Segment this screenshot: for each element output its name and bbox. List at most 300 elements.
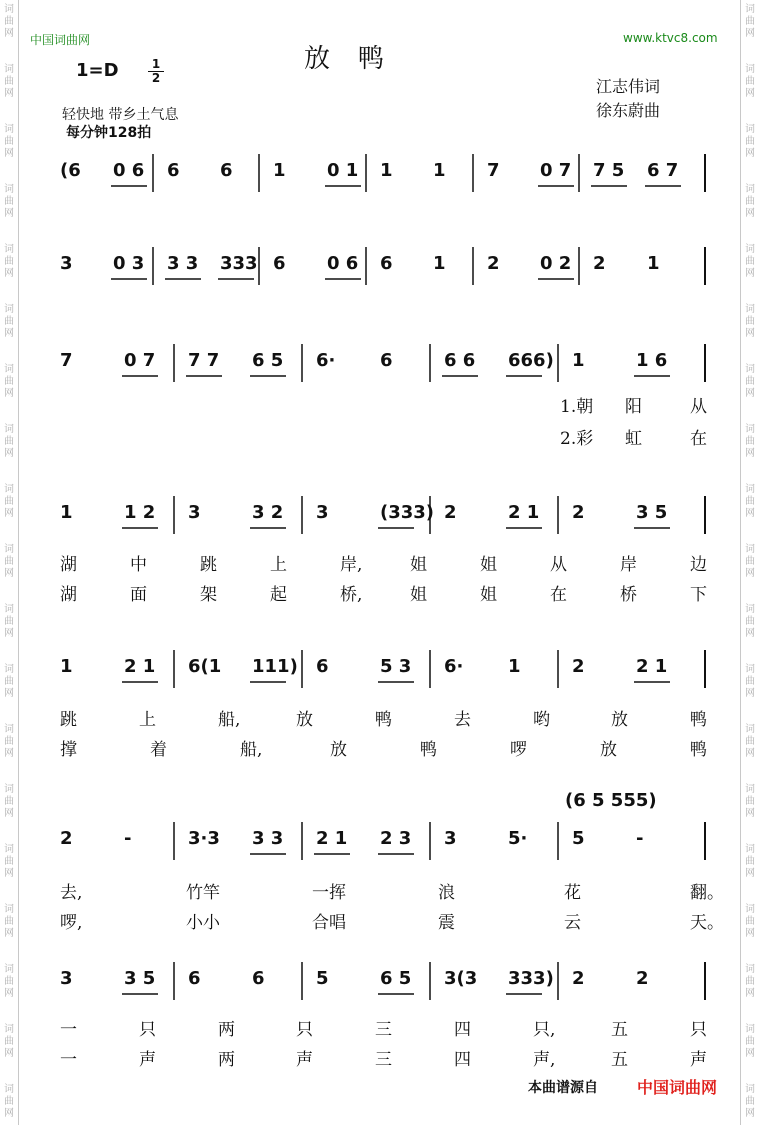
watermark-glyph: 词	[4, 664, 14, 675]
watermark-glyph: 曲	[745, 196, 755, 207]
lyric-syllable: 声	[139, 1050, 156, 1070]
watermark-tile	[0, 480, 18, 540]
watermark-tile	[741, 180, 759, 240]
jianpu-note: 2 1	[124, 656, 156, 677]
watermark-glyph: 词	[745, 664, 755, 675]
watermark-glyph: 词	[4, 184, 14, 195]
lyric-syllable: 去	[454, 710, 471, 730]
jianpu-note: 3 5	[124, 968, 156, 989]
watermark-glyph: 曲	[4, 616, 14, 627]
lyric-syllable: 竹竿	[186, 883, 220, 903]
watermark-tile	[741, 840, 759, 900]
watermark-glyph: 网	[4, 928, 14, 939]
watermark-tile	[741, 960, 759, 1020]
watermark-glyph: 曲	[745, 856, 755, 867]
jianpu-note: 6 5	[380, 968, 412, 989]
jianpu-note: -	[636, 828, 644, 849]
jianpu-note: 1 2	[124, 502, 156, 523]
jianpu-note: 3	[60, 253, 73, 274]
jianpu-note: 0 2	[540, 253, 572, 274]
lyric-syllable: 从	[550, 555, 567, 575]
jianpu-note: 6 6	[444, 350, 476, 371]
watermark-glyph: 曲	[4, 316, 14, 327]
jianpu-note: 5	[316, 968, 329, 989]
watermark-tile	[0, 900, 18, 960]
lyric-syllable: 浪	[438, 883, 455, 903]
tempo-marking: 轻快地 带乡土气息	[62, 107, 179, 123]
watermark-tile	[0, 1080, 18, 1125]
watermark-tile	[741, 480, 759, 540]
jianpu-note: (6	[60, 160, 81, 181]
watermark-site-url[interactable]: www.ktvc8.com	[623, 31, 718, 45]
jianpu-note: 2	[572, 502, 585, 523]
lyric-syllable: 姐	[410, 555, 427, 575]
lyric-syllable: 岸	[620, 555, 637, 575]
watermark-glyph: 曲	[745, 916, 755, 927]
watermark-tile	[741, 240, 759, 300]
watermark-glyph: 词	[4, 844, 14, 855]
lyric-syllable: 在	[550, 585, 567, 605]
lyric-syllable: 跳	[200, 555, 217, 575]
jianpu-note: 3	[316, 502, 329, 523]
lyric-syllable: 去,	[60, 883, 83, 903]
jianpu-note: 3	[444, 828, 457, 849]
jianpu-note: 3 2	[252, 502, 284, 523]
jianpu-note: 0 1	[327, 160, 359, 181]
watermark-glyph: 曲	[4, 856, 14, 867]
jianpu-note: 7	[60, 350, 73, 371]
jianpu-note: 0 6	[327, 253, 359, 274]
watermark-glyph: 词	[4, 904, 14, 915]
watermark-glyph: 曲	[4, 376, 14, 387]
watermark-glyph: 词	[745, 184, 755, 195]
lyric-syllable: 一	[60, 1050, 77, 1070]
lyric-syllable: 合唱	[312, 913, 346, 933]
watermark-tile	[0, 120, 18, 180]
lyric-syllable: 桥,	[340, 585, 363, 605]
watermark-glyph: 词	[4, 244, 14, 255]
jianpu-note: 1	[433, 253, 446, 274]
jianpu-note: 111)	[252, 656, 298, 677]
watermark-tile	[741, 1080, 759, 1125]
lyric-syllable: 鸭	[690, 710, 707, 730]
watermark-glyph: 词	[745, 304, 755, 315]
jianpu-note: 1	[647, 253, 660, 274]
watermark-glyph: 词	[745, 604, 755, 615]
jianpu-note: 2 1	[636, 656, 668, 677]
jianpu-note: 3(3	[444, 968, 478, 989]
watermark-tile	[741, 1020, 759, 1080]
jianpu-note: 6 7	[647, 160, 679, 181]
jianpu-note: 6	[380, 350, 393, 371]
jianpu-note: 3	[60, 968, 73, 989]
composer-credit: 徐东蔚曲	[596, 101, 661, 120]
lyric-syllable: 姐	[480, 555, 497, 575]
watermark-tile	[0, 660, 18, 720]
watermark-glyph: 词	[745, 124, 755, 135]
lyricist-credit: 江志伟词	[596, 77, 661, 96]
lyric-syllable: 五	[611, 1020, 628, 1040]
watermark-tile	[0, 300, 18, 360]
watermark-glyph: 词	[4, 304, 14, 315]
watermark-glyph: 网	[745, 1048, 755, 1059]
lyric-syllable: 在	[690, 429, 707, 449]
jianpu-note: 6	[380, 253, 393, 274]
lyric-syllable: 湖	[60, 585, 77, 605]
jianpu-note: 2 3	[380, 828, 412, 849]
watermark-tile	[741, 720, 759, 780]
lyric-line	[50, 550, 715, 575]
jianpu-note: 6·	[444, 656, 464, 677]
staff-row	[50, 245, 715, 295]
watermark-glyph: 网	[745, 148, 755, 159]
jianpu-note: 1	[433, 160, 446, 181]
lyric-line	[50, 878, 724, 903]
lyric-syllable: 边	[690, 555, 707, 575]
watermark-glyph: 曲	[745, 796, 755, 807]
watermark-glyph: 词	[4, 604, 14, 615]
watermark-glyph: 曲	[4, 1036, 14, 1047]
watermark-tile	[741, 360, 759, 420]
watermark-glyph: 曲	[4, 736, 14, 747]
watermark-tile	[0, 840, 18, 900]
jianpu-note: 3 3	[167, 253, 199, 274]
watermark-tile	[0, 180, 18, 240]
watermark-glyph: 词	[4, 64, 14, 75]
jianpu-note: 2	[636, 968, 649, 989]
watermark-glyph: 网	[4, 448, 14, 459]
jianpu-note: 6	[188, 968, 201, 989]
jianpu-note: 1	[60, 656, 73, 677]
watermark-glyph: 网	[4, 808, 14, 819]
lyric-line	[50, 580, 715, 605]
watermark-glyph: 曲	[4, 976, 14, 987]
jianpu-note: 1 6	[636, 350, 668, 371]
jianpu-note: 1	[60, 502, 73, 523]
jianpu-note: 666)	[508, 350, 554, 371]
watermark-glyph: 网	[745, 448, 755, 459]
key-signature: 1=D	[76, 60, 119, 81]
watermark-glyph: 网	[745, 928, 755, 939]
watermark-tile	[741, 120, 759, 180]
watermark-tile	[0, 420, 18, 480]
watermark-glyph: 词	[745, 64, 755, 75]
watermark-glyph: 网	[745, 868, 755, 879]
watermark-glyph: 曲	[745, 976, 755, 987]
jianpu-note: 5 3	[380, 656, 412, 677]
watermark-glyph: 词	[745, 784, 755, 795]
lyric-syllable: 放	[330, 740, 347, 760]
lyric-syllable: 放	[296, 710, 313, 730]
watermark-glyph: 网	[745, 988, 755, 999]
watermark-glyph: 曲	[745, 736, 755, 747]
lyric-syllable: 撑	[60, 740, 77, 760]
jianpu-note: 2	[572, 968, 585, 989]
lyric-syllable: 放	[600, 740, 617, 760]
meter-top: 1	[151, 57, 161, 71]
jianpu-note: 333)	[508, 968, 554, 989]
jianpu-note: 7 5	[593, 160, 625, 181]
jianpu-note: 6	[316, 656, 329, 677]
jianpu-note: 7	[487, 160, 500, 181]
jianpu-note: 0 3	[113, 253, 145, 274]
jianpu-note: 1	[380, 160, 393, 181]
watermark-tile	[0, 540, 18, 600]
lyric-syllable: 四	[454, 1050, 471, 1070]
lyric-syllable: 架	[200, 585, 217, 605]
watermark-glyph: 词	[745, 244, 755, 255]
lyric-syllable: 跳	[60, 710, 77, 730]
watermark-glyph: 曲	[745, 16, 755, 27]
lyric-syllable: 桥	[620, 585, 637, 605]
watermark-glyph: 词	[4, 544, 14, 555]
watermark-glyph: 曲	[745, 136, 755, 147]
lyric-line	[50, 392, 715, 417]
jianpu-note: 0 6	[113, 160, 145, 181]
watermark-glyph: 网	[745, 568, 755, 579]
watermark-glyph: 曲	[4, 496, 14, 507]
watermark-glyph: 曲	[745, 256, 755, 267]
lyric-syllable: 从	[690, 397, 707, 417]
watermark-glyph: 网	[745, 508, 755, 519]
jianpu-note: (333)	[380, 502, 435, 523]
lyric-syllable: 两	[218, 1020, 235, 1040]
lyric-syllable: 下	[690, 585, 707, 605]
watermark-tile	[0, 360, 18, 420]
watermark-glyph: 词	[745, 364, 755, 375]
watermark-tile	[741, 780, 759, 840]
jianpu-note: 6 5	[252, 350, 284, 371]
lyric-syllable: 三	[375, 1020, 392, 1040]
watermark-glyph: 网	[4, 568, 14, 579]
lyric-syllable: 船,	[218, 710, 241, 730]
lyric-syllable: 一挥	[312, 883, 346, 903]
watermark-glyph: 网	[745, 28, 755, 39]
lyric-syllable: 姐	[480, 585, 497, 605]
watermark-glyph: 词	[745, 424, 755, 435]
watermark-glyph: 曲	[4, 76, 14, 87]
watermark-tile	[741, 300, 759, 360]
right-watermark-strip	[740, 0, 759, 1125]
staff-row	[50, 790, 715, 870]
watermark-glyph: 网	[745, 808, 755, 819]
jianpu-note: 2	[60, 828, 73, 849]
watermark-glyph: 网	[745, 88, 755, 99]
watermark-glyph: 曲	[745, 1096, 755, 1107]
jianpu-note: 3·3	[188, 828, 220, 849]
watermark-glyph: 词	[745, 844, 755, 855]
lyric-syllable: 面	[130, 585, 147, 605]
watermark-glyph: 词	[4, 4, 14, 15]
lyric-syllable: 中	[130, 555, 147, 575]
staff-row	[50, 648, 715, 698]
jianpu-note: 3 5	[636, 502, 668, 523]
staff-row	[50, 960, 715, 1010]
watermark-glyph: 网	[4, 208, 14, 219]
watermark-tile	[741, 0, 759, 60]
lyric-syllable: 鸭	[690, 740, 707, 760]
watermark-glyph: 词	[745, 1084, 755, 1095]
lyric-line	[50, 705, 715, 730]
watermark-glyph: 曲	[745, 556, 755, 567]
lyric-syllable: 震	[438, 913, 455, 933]
jianpu-note: 333	[220, 253, 258, 274]
watermark-glyph: 词	[4, 364, 14, 375]
lyric-syllable: 鸭	[420, 740, 437, 760]
watermark-glyph: 曲	[745, 496, 755, 507]
lyric-syllable: 两	[218, 1050, 235, 1070]
watermark-glyph: 词	[745, 964, 755, 975]
watermark-tile	[741, 660, 759, 720]
lyric-syllable: 声,	[533, 1050, 556, 1070]
watermark-glyph: 词	[745, 544, 755, 555]
lyric-syllable: 起	[270, 585, 287, 605]
watermark-glyph: 曲	[4, 196, 14, 207]
jianpu-note: 0 7	[540, 160, 572, 181]
lyric-line	[50, 735, 715, 760]
watermark-glyph: 网	[745, 1108, 755, 1119]
watermark-site-name[interactable]: 中国词曲网	[30, 33, 91, 47]
lyric-syllable: 一	[60, 1020, 77, 1040]
lyric-syllable: 2.彩	[560, 429, 594, 449]
lyric-syllable: 着	[150, 740, 167, 760]
lyric-line	[50, 908, 724, 933]
staff-row	[50, 152, 715, 202]
lyric-syllable: 上	[270, 555, 287, 575]
watermark-glyph: 网	[4, 388, 14, 399]
watermark-glyph: 网	[4, 748, 14, 759]
jianpu-note: 2	[593, 253, 606, 274]
lyric-syllable: 啰	[510, 740, 527, 760]
watermark-glyph: 网	[4, 88, 14, 99]
lyric-syllable: 云	[564, 913, 581, 933]
watermark-glyph: 网	[4, 1048, 14, 1059]
left-watermark-strip	[0, 0, 19, 1125]
watermark-tile	[0, 240, 18, 300]
watermark-glyph: 词	[4, 964, 14, 975]
lyric-line	[50, 1045, 715, 1070]
watermark-glyph: 曲	[745, 616, 755, 627]
lyric-syllable: 声	[296, 1050, 313, 1070]
watermark-tile	[741, 600, 759, 660]
lyric-syllable: 哟	[533, 710, 550, 730]
lyric-syllable: 姐	[410, 585, 427, 605]
watermark-glyph: 网	[4, 148, 14, 159]
watermark-glyph: 词	[4, 424, 14, 435]
jianpu-note: 6	[252, 968, 265, 989]
watermark-glyph: 网	[4, 1108, 14, 1119]
jianpu-note: 6	[273, 253, 286, 274]
staff-row	[50, 342, 715, 392]
watermark-tile	[0, 960, 18, 1020]
lyric-line	[50, 424, 715, 449]
lyric-syllable: 只	[690, 1020, 707, 1040]
watermark-glyph: 曲	[4, 256, 14, 267]
watermark-glyph: 词	[745, 484, 755, 495]
watermark-tile	[0, 60, 18, 120]
watermark-glyph: 曲	[4, 16, 14, 27]
lyric-syllable: 只,	[533, 1020, 556, 1040]
lyric-syllable: 翻。	[690, 883, 724, 903]
watermark-glyph: 曲	[745, 316, 755, 327]
watermark-glyph: 网	[745, 268, 755, 279]
jianpu-note: 0 7	[124, 350, 156, 371]
lyric-syllable: 岸,	[340, 555, 363, 575]
watermark-glyph: 曲	[4, 916, 14, 927]
watermark-glyph: 网	[4, 508, 14, 519]
watermark-glyph: 曲	[745, 76, 755, 87]
jianpu-note: 3 3	[252, 828, 284, 849]
watermark-tile	[741, 60, 759, 120]
footer-brand-link[interactable]: 中国词曲网	[637, 1078, 718, 1097]
jianpu-note: 6	[167, 160, 180, 181]
lyric-syllable: 只	[139, 1020, 156, 1040]
watermark-glyph: 网	[745, 628, 755, 639]
jianpu-note: -	[124, 828, 132, 849]
jianpu-note: 2	[487, 253, 500, 274]
watermark-glyph: 曲	[4, 676, 14, 687]
watermark-tile	[0, 720, 18, 780]
lyric-syllable: 天。	[690, 913, 724, 933]
watermark-glyph: 曲	[4, 796, 14, 807]
jianpu-note: 1	[273, 160, 286, 181]
watermark-glyph: 网	[745, 328, 755, 339]
watermark-glyph: 曲	[745, 376, 755, 387]
watermark-glyph: 网	[4, 268, 14, 279]
lyric-syllable: 虹	[625, 429, 642, 449]
jianpu-note: 3	[188, 502, 201, 523]
watermark-glyph: 网	[745, 688, 755, 699]
lyric-syllable: 船,	[240, 740, 263, 760]
watermark-glyph: 网	[4, 988, 14, 999]
footer-source-text: 本曲谱源自	[528, 1080, 598, 1096]
watermark-glyph: 网	[4, 868, 14, 879]
watermark-glyph: 词	[4, 784, 14, 795]
jianpu-note: 7 7	[188, 350, 220, 371]
jianpu-note: 2	[444, 502, 457, 523]
watermark-glyph: 网	[745, 388, 755, 399]
watermark-tile	[741, 540, 759, 600]
lyric-syllable: 五	[611, 1050, 628, 1070]
watermark-glyph: 词	[745, 1024, 755, 1035]
watermark-glyph: 词	[4, 1024, 14, 1035]
watermark-glyph: 网	[4, 28, 14, 39]
lyric-syllable: 啰,	[60, 913, 83, 933]
tempo-bpm: 每分钟128拍	[66, 125, 152, 141]
watermark-tile	[0, 1020, 18, 1080]
watermark-glyph: 曲	[745, 1036, 755, 1047]
watermark-glyph: 词	[4, 124, 14, 135]
watermark-glyph: 词	[745, 904, 755, 915]
jianpu-note: 2	[572, 656, 585, 677]
jianpu-note: 6(1	[188, 656, 222, 677]
song-title: 放鸭	[304, 44, 413, 74]
above-staff-notes: (6 5 555)	[565, 790, 657, 811]
lyric-syllable: 只	[296, 1020, 313, 1040]
lyric-syllable: 四	[454, 1020, 471, 1040]
watermark-glyph: 曲	[4, 136, 14, 147]
watermark-glyph: 曲	[4, 1096, 14, 1107]
staff-row	[50, 494, 715, 544]
watermark-tile	[741, 900, 759, 960]
watermark-glyph: 曲	[745, 436, 755, 447]
watermark-tile	[0, 0, 18, 60]
watermark-glyph: 词	[4, 1084, 14, 1095]
time-signature	[148, 58, 164, 85]
lyric-syllable: 1.朝	[560, 397, 594, 417]
watermark-tile	[0, 780, 18, 840]
watermark-glyph: 曲	[4, 556, 14, 567]
